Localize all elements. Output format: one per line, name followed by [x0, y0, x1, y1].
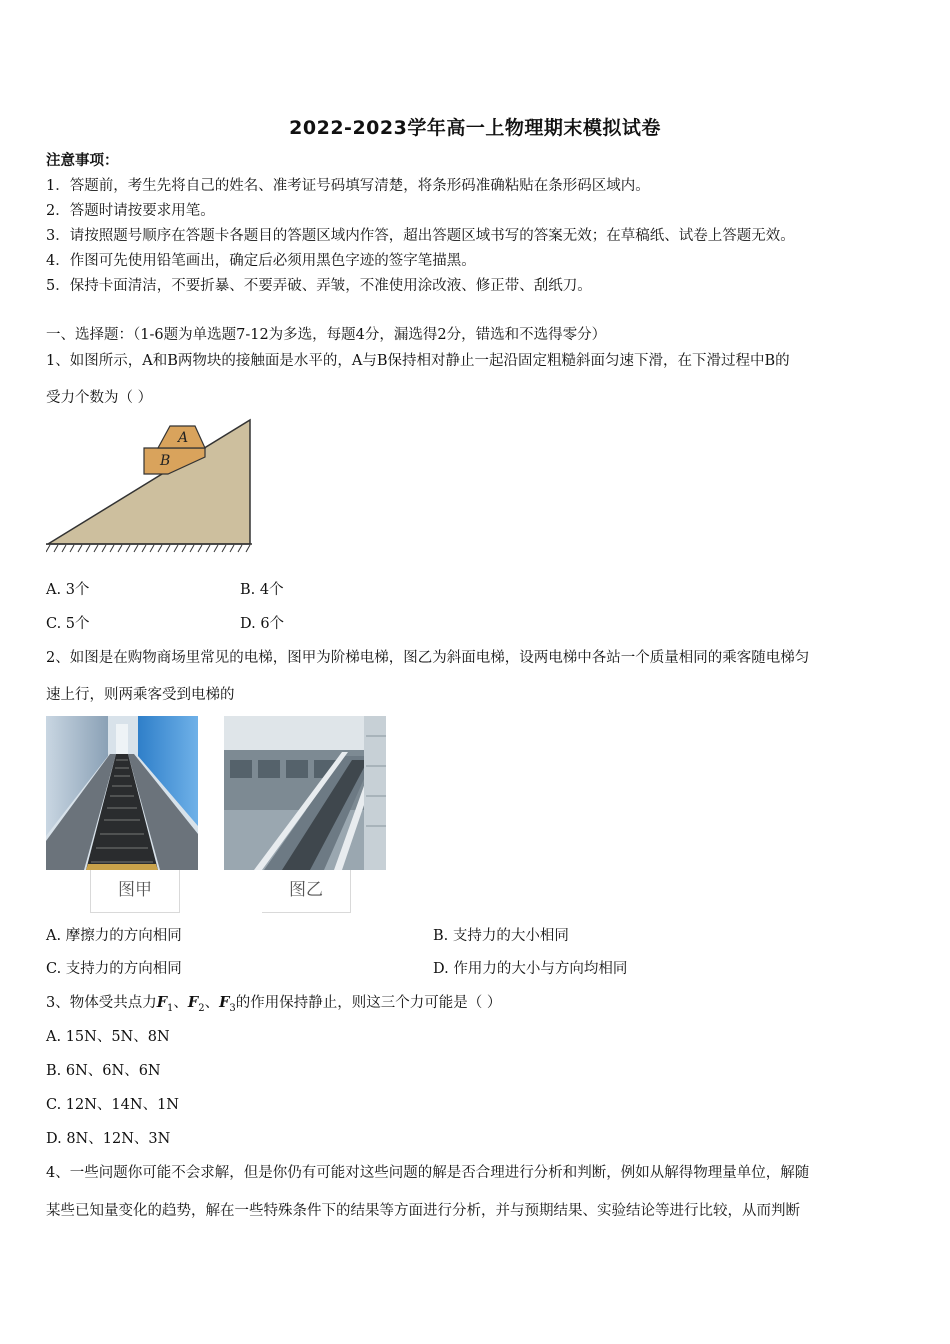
q3-option-c: C. 12N、14N、1N [46, 1097, 179, 1113]
f3-subscript: 3 [229, 1002, 236, 1014]
escalator-photo-yi [224, 716, 386, 870]
escalator-photo-jia [46, 716, 198, 870]
q2-option-b: B. 支持力的大小相同 [433, 928, 569, 944]
ground-hatching [46, 545, 250, 552]
caption-yi: 图乙 [262, 870, 351, 913]
q3-option-a: A. 15N、5N、8N [46, 1029, 170, 1045]
f2-symbol: F [187, 994, 199, 1011]
q3-option-d: D. 8N、12N、3N [46, 1131, 171, 1147]
f3-symbol: F [219, 994, 230, 1011]
q2-option-d: D. 作用力的大小与方向均相同 [433, 961, 628, 977]
page-title: 2022-2023学年高一上物理期末模拟试卷 [289, 117, 661, 139]
q1-option-d: D. 6个 [240, 616, 285, 632]
q3-option-b: B. 6N、6N、6N [46, 1063, 161, 1079]
notice-item: 1．答题前，考生先将自己的姓名、准考证号码填写清楚，将条形码准确粘贴在条形码区域内。 [46, 178, 650, 194]
q1-option-a: A. 3个 [46, 582, 90, 598]
notice-item: 5．保持卡面清洁，不要折暴、不要弄破、弄皱，不准使用涂改液、修正带、刮纸刀。 [46, 278, 592, 294]
q1-option-b: B. 4个 [240, 582, 284, 598]
f1-subscript: 1 [167, 1002, 174, 1014]
q3-stem-post: 的作用保持静止，则这三个力可能是（ ） [235, 995, 502, 1011]
q4-stem-line1: 4、一些问题你可能不会求解，但是你仍有可能对这些问题的解是否合理进行分析和判断，例如从解得物理量单位，解随 [46, 1165, 810, 1181]
f2-subscript: 2 [198, 1002, 205, 1014]
block-a-label: A [178, 430, 189, 446]
incline-slope [48, 420, 250, 544]
q3-separator: 、 [173, 995, 188, 1011]
f1-symbol: F [156, 994, 168, 1011]
incline-figure [46, 414, 256, 554]
q4-stem-line2: 某些已知量变化的趋势，解在一些特殊条件下的结果等方面进行分析，并与预期结果、实验结论等进行比较，从而判断 [46, 1203, 800, 1219]
q2-option-a: A. 摩擦力的方向相同 [46, 928, 182, 944]
q3-stem [46, 993, 501, 1019]
q2-stem-line2: 速上行，则两乘客受到电梯的 [46, 687, 235, 703]
q1-stem-line2: 受力个数为（ ） [46, 390, 153, 406]
q2-stem-line1: 2、如图是在购物商场里常见的电梯，图甲为阶梯电梯，图乙为斜面电梯，设两电梯中各站一个质量相同的乘客随电梯匀 [46, 650, 810, 666]
notice-item: 2．答题时请按要求用笔。 [46, 203, 215, 219]
section-heading: 一、选择题：（1-6题为单选题7-12为多选，每题4分，漏选得2分，错选和不选得零分） [46, 327, 607, 343]
notice-item: 3．请按照题号顺序在答题卡各题目的答题区域内作答，超出答题区域书写的答案无效；在草稿纸、试卷上答题无效。 [46, 228, 795, 244]
q3-stem-pre: 3、物体受共点力 [46, 995, 157, 1011]
q2-option-c: C. 支持力的方向相同 [46, 961, 182, 977]
q1-option-c: C. 5个 [46, 616, 90, 632]
q1-stem-line1: 1、如图所示，A和B两物块的接触面是水平的，A与B保持相对静止一起沿固定粗糙斜面匀速下滑，在下滑过程中B的 [46, 353, 790, 369]
caption-jia: 图甲 [90, 870, 180, 913]
notice-item: 4．作图可先使用铅笔画出，确定后必须用黑色字迹的签字笔描黑。 [46, 253, 476, 269]
block-b-label: B [160, 453, 171, 469]
notice-heading: 注意事项： [46, 152, 119, 169]
q3-separator: 、 [204, 995, 220, 1011]
